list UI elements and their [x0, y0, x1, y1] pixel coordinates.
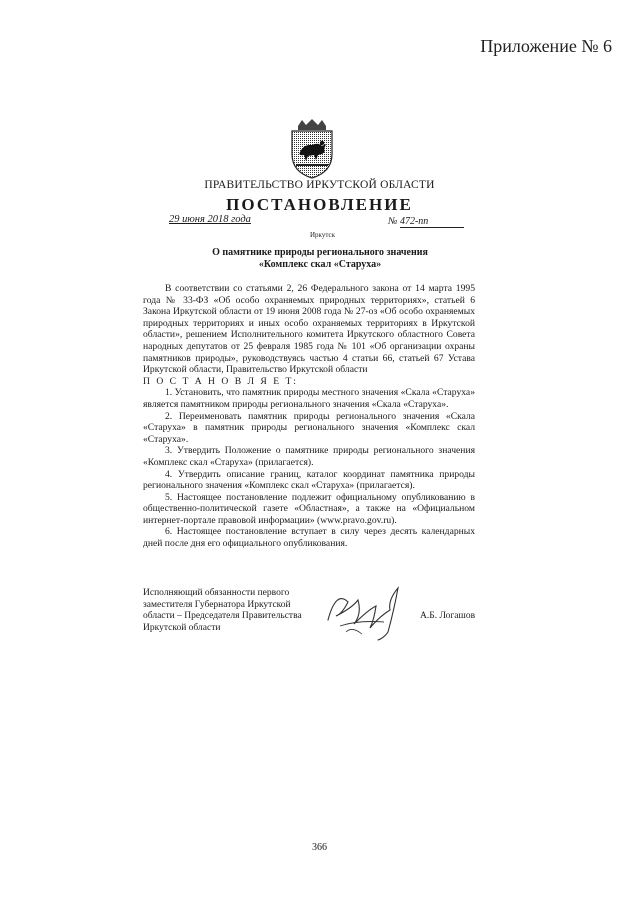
- appendix-label: Приложение № 6: [480, 36, 612, 56]
- number-value: 472-пп: [400, 216, 464, 228]
- decree-number: [388, 216, 464, 228]
- decree-title: [130, 247, 510, 271]
- number-label: №: [388, 216, 398, 227]
- title-line-1: О памятнике природы регионального значения: [212, 247, 428, 258]
- decree-date: 29 июня 2018 года: [169, 214, 251, 225]
- list-item: 5. Настоящее постановление подлежит официальному опубликованию в общественно-политической газете «Областная», а также на «Официальном интернет-портале правовой информации» (www.pravo.gov.ru).: [143, 491, 475, 526]
- list-item: 3. Утвердить Положение о памятнике природы регионального значения «Комплекс скал «Старуха» (прилагается).: [143, 445, 475, 468]
- decree-word: П О С Т А Н О В Л Я Е Т:: [143, 375, 298, 387]
- government-name: ПРАВИТЕЛЬСТВО ИРКУТСКОЙ ОБЛАСТИ: [204, 179, 435, 191]
- preamble-paragraph: В соответствии со статьями 2, 26 Федерального закона от 14 марта 1995 года № 33-ФЗ «Об особо охраняемых природных территориях», статьей 6 Закона Иркутской области от 19 июня 2008 года № 27-оз «Об особо охраняемых природных территориях и иных особо охраняемых территориях в Иркутской области», решением Исполнительного комитета Иркутского областного Совета народных депутатов от 25 февраля 1985 года № 101 «Об организации охраны памятников природы», руководствуясь частью 4 статьи 66, статьей 67 Устава Иркутской области, Правительство Иркутской области: [143, 283, 475, 376]
- document-type: ПОСТАНОВЛЕНИЕ: [226, 195, 413, 214]
- signer-position: Исполняющий обязанности первого заместителя Губернатора Иркутской области – Председателя Правительства Иркутской области: [143, 588, 302, 633]
- title-line-2: «Комплекс скал «Старуха»: [258, 259, 382, 270]
- handwritten-signature-icon: [318, 580, 418, 644]
- decree-body: [143, 283, 475, 550]
- signer-name: А.Б. Логашов: [420, 611, 476, 621]
- sable-coat-of-arms-icon: [284, 118, 340, 180]
- list-item: 2. Переименовать памятник природы регионального значения «Скала «Старуха» в памятник природы регионального значения «Комплекс скал «Старуха».: [143, 410, 475, 445]
- page-number: 366: [312, 842, 327, 853]
- list-item: 6. Настоящее постановление вступает в силу через десять календарных дней после дня его официального опубликования.: [143, 526, 475, 550]
- city-name: Иркутск: [309, 231, 335, 239]
- list-item: 4. Утвердить описание границ, каталог координат памятника природы регионального значения «Комплекс скал «Старуха» (прилагается).: [143, 468, 475, 492]
- list-item: 1. Установить, что памятник природы местного значения «Скала «Старуха» является памятником природы регионального значения «Скала «Старуха».: [143, 387, 475, 410]
